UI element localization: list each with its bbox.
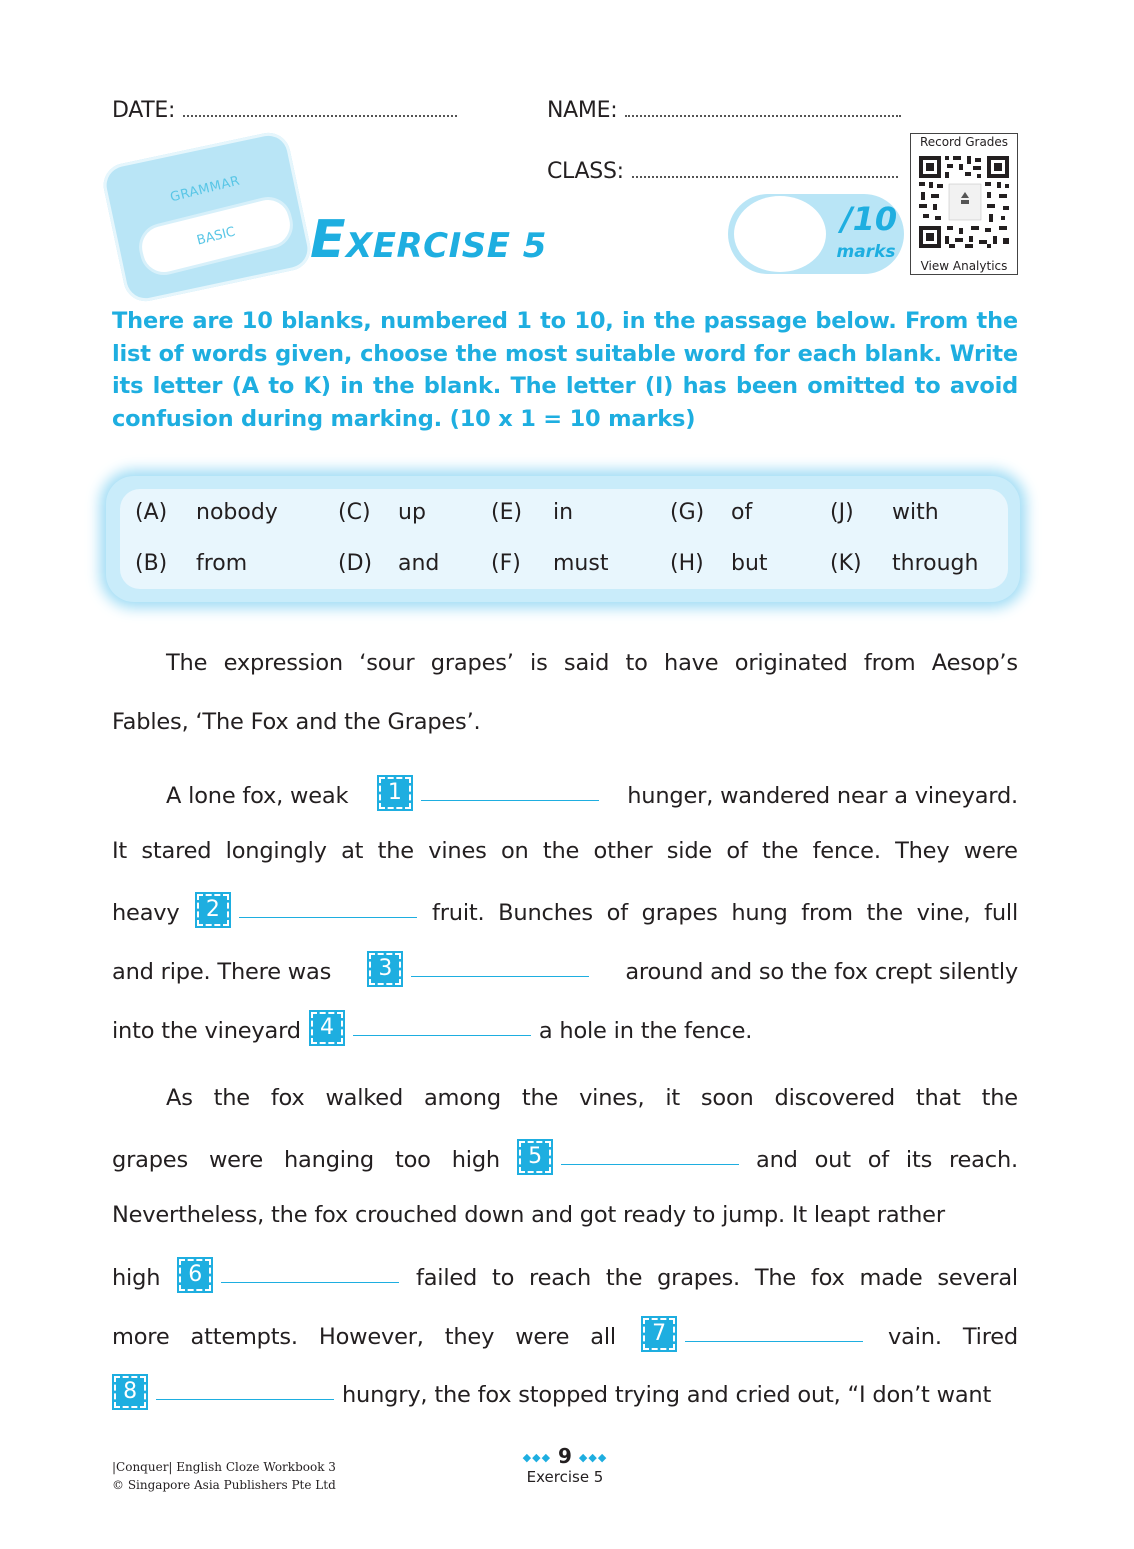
passage-word: ‘sour xyxy=(359,650,415,676)
passage-word: from xyxy=(863,650,916,676)
blank-number: 2 xyxy=(195,892,231,928)
word-option-word: but xyxy=(731,551,768,576)
passage-word: side xyxy=(666,838,713,864)
word-option-word: up xyxy=(398,500,426,525)
word-option-word: with xyxy=(892,500,939,525)
blank-2[interactable] xyxy=(195,896,417,932)
blank-8[interactable] xyxy=(112,1378,334,1414)
instructions-text: There are 10 blanks, numbered 1 to 10, in the passage below. From the list of words given, choose the most suitable word for each blank. Write its letter (A to K) in the blank. The letter (I) has been omitted to avoid confusion during marking. (10 x 1 = 10 marks) xyxy=(112,308,1018,432)
passage-text xyxy=(112,1324,616,1350)
qr-code-panel[interactable] xyxy=(910,133,1018,275)
passage-word: They xyxy=(895,838,950,864)
passage-word: fence. xyxy=(812,838,881,864)
qr-code-icon xyxy=(917,154,1011,250)
passage-word: that xyxy=(915,1085,961,1111)
word-option-word: must xyxy=(553,551,609,576)
passage-word: made xyxy=(859,1265,923,1291)
footer-credits xyxy=(112,1458,336,1494)
passage-word: reach xyxy=(529,1265,592,1291)
passage-word: fruit. xyxy=(432,900,485,926)
passage-word: fox xyxy=(810,1265,845,1291)
blank-number: 4 xyxy=(309,1010,345,1046)
passage-word: However, xyxy=(318,1324,424,1350)
passage-word: out xyxy=(814,1147,851,1173)
footer-copyright: © Singapore Asia Publishers Pte Ltd xyxy=(112,1478,336,1492)
word-option-letter: (F) xyxy=(491,551,521,576)
blank-1[interactable] xyxy=(377,779,599,815)
word-option-word: from xyxy=(196,551,248,576)
passage-word: of xyxy=(726,838,748,864)
page-number-row xyxy=(500,1444,630,1468)
badge-basic-label: BASIC xyxy=(134,192,298,280)
passage-word: grapes xyxy=(112,1147,188,1173)
passage-word: vain. xyxy=(888,1324,942,1350)
date-dotted-line xyxy=(183,99,457,117)
passage-word: grapes. xyxy=(657,1265,740,1291)
word-option-word: and xyxy=(398,551,440,576)
passage-text: into the vineyard xyxy=(112,1018,301,1044)
passage-text: hunger, wandered near a vineyard. xyxy=(627,783,1018,809)
blank-3[interactable] xyxy=(367,955,589,991)
answer-line[interactable] xyxy=(221,1282,399,1283)
passage-word: it xyxy=(665,1085,680,1111)
passage-line xyxy=(112,896,1018,932)
passage-word: grapes xyxy=(641,900,718,926)
passage-word: were xyxy=(208,1147,263,1173)
blank-number: 7 xyxy=(641,1316,677,1352)
passage-line xyxy=(112,1143,1018,1179)
passage-word: more xyxy=(112,1324,170,1350)
passage-word: stared xyxy=(141,838,212,864)
word-option-letter: (D) xyxy=(338,551,373,576)
word-option-word: of xyxy=(731,500,753,525)
passage-text xyxy=(888,1324,1018,1350)
date-label: DATE: xyxy=(112,98,176,123)
passage-word: the xyxy=(377,838,414,864)
passage-word: to xyxy=(625,650,648,676)
passage-word: fox xyxy=(270,1085,305,1111)
passage-word: have xyxy=(664,650,719,676)
class-dotted-line xyxy=(632,160,898,178)
passage-word: grapes’ xyxy=(430,650,514,676)
passage-word: Aesop’s xyxy=(931,650,1018,676)
passage-text: around and so the fox crept silently xyxy=(625,959,1018,985)
exercise-title-rest: XERCISE 5 xyxy=(346,226,547,266)
exercise-title-initial: E xyxy=(310,210,347,270)
marks-label: marks xyxy=(836,242,896,262)
passage-word: on xyxy=(500,838,529,864)
passage-word: soon xyxy=(700,1085,754,1111)
diamond-ornament-icon: ◆◆◆ xyxy=(522,1451,552,1464)
passage-text xyxy=(416,1265,1018,1291)
answer-line[interactable] xyxy=(411,976,589,977)
word-option-letter: (J) xyxy=(830,500,854,525)
class-label: CLASS: xyxy=(547,159,624,184)
passage-text: hungry, the fox stopped trying and cried out, “I don’t want xyxy=(342,1382,992,1408)
exercise-title xyxy=(310,210,547,270)
passage-line: Nevertheless, the fox crouched down and got ready to jump. It leapt rather xyxy=(112,1202,945,1228)
passage-word: too xyxy=(394,1147,431,1173)
passage-word: of xyxy=(606,900,628,926)
passage-word: reach. xyxy=(948,1147,1018,1173)
passage-word: the xyxy=(981,1085,1018,1111)
passage-word: the xyxy=(761,838,799,864)
blank-number: 1 xyxy=(377,775,413,811)
passage-word: to xyxy=(491,1265,515,1291)
badge-grammar-label: GRAMMAR xyxy=(168,173,242,205)
date-field[interactable] xyxy=(112,98,457,123)
qr-record-grades-label: Record Grades xyxy=(919,135,1009,149)
passage-line xyxy=(112,1261,1018,1297)
passage-word: vine, xyxy=(916,900,971,926)
name-dotted-line xyxy=(625,99,901,117)
passage-word: all xyxy=(590,1324,616,1350)
passage-word: The xyxy=(166,650,208,676)
blank-number: 3 xyxy=(367,951,403,987)
word-option-letter: (H) xyxy=(670,551,704,576)
passage-word: discovered xyxy=(774,1085,895,1111)
word-option-word: nobody xyxy=(196,500,278,525)
passage-word: the xyxy=(213,1085,250,1111)
passage-word: failed xyxy=(415,1265,478,1291)
word-option-letter: (K) xyxy=(830,551,862,576)
passage-word: expression xyxy=(223,650,343,676)
passage-word: Bunches xyxy=(498,900,593,926)
passage-text xyxy=(756,1147,1018,1173)
answer-line[interactable] xyxy=(421,800,599,801)
passage-text xyxy=(112,1147,500,1173)
passage-line xyxy=(112,955,1018,991)
blank-7[interactable] xyxy=(641,1320,863,1356)
passage-word: vines xyxy=(428,838,487,864)
passage-text: a hole in the fence. xyxy=(538,1018,753,1044)
passage-word: vines, xyxy=(579,1085,645,1111)
passage-word: the xyxy=(521,1085,559,1111)
passage-line xyxy=(112,838,1018,864)
passage-word: were xyxy=(963,838,1018,864)
blank-number: 6 xyxy=(177,1257,213,1293)
passage-word: high xyxy=(451,1147,500,1173)
passage-word: The xyxy=(754,1265,797,1291)
passage-line: Fables, ‘The Fox and the Grapes’. xyxy=(112,709,481,735)
passage-text: and ripe. There was xyxy=(112,959,332,985)
blank-4[interactable] xyxy=(309,1014,531,1050)
passage-word: at xyxy=(341,838,364,864)
passage-word: attempts. xyxy=(190,1324,298,1350)
passage-line xyxy=(112,1014,1018,1050)
passage-word: walked xyxy=(325,1085,404,1111)
word-option-letter: (B) xyxy=(135,551,168,576)
name-field[interactable] xyxy=(547,98,901,123)
word-option-letter: (A) xyxy=(135,500,168,525)
blank-number: 8 xyxy=(112,1374,148,1410)
passage-word: were xyxy=(515,1324,570,1350)
footer-exercise-label: Exercise 5 xyxy=(526,1468,604,1486)
diamond-ornament-icon: ◆◆◆ xyxy=(578,1451,608,1464)
passage-line xyxy=(112,779,1018,815)
marks-total: /10 xyxy=(840,200,898,238)
blank-number: 5 xyxy=(517,1139,553,1175)
passage-word: among xyxy=(423,1085,501,1111)
passage-line xyxy=(112,1085,1018,1111)
passage-line xyxy=(112,1378,1018,1414)
word-option-letter: (G) xyxy=(670,500,705,525)
passage-text: A lone fox, weak xyxy=(166,783,349,809)
passage-line xyxy=(112,650,1018,676)
passage-word: other xyxy=(593,838,653,864)
word-option-letter: (E) xyxy=(491,500,523,525)
passage-word: the xyxy=(605,1265,643,1291)
passage-text: high xyxy=(112,1265,161,1291)
answer-line[interactable] xyxy=(239,917,417,918)
passage-line xyxy=(112,1320,1018,1356)
qr-view-analytics-label: View Analytics xyxy=(920,259,1008,273)
passage-word: Tired xyxy=(962,1324,1018,1350)
passage-word: is xyxy=(530,650,548,676)
page-number: 9 xyxy=(558,1444,572,1468)
passage-word: longingly xyxy=(225,838,327,864)
word-option-word: through xyxy=(892,551,979,576)
passage-word: they xyxy=(444,1324,495,1350)
blank-6[interactable] xyxy=(177,1261,399,1297)
passage-word: It xyxy=(112,838,128,864)
passage-text xyxy=(432,900,1018,926)
passage-text: heavy xyxy=(112,900,180,926)
passage-word: from xyxy=(801,900,853,926)
passage-word: its xyxy=(905,1147,933,1173)
passage-word: several xyxy=(937,1265,1018,1291)
passage-word: said xyxy=(563,650,610,676)
name-label: NAME: xyxy=(547,98,618,123)
passage-word: and xyxy=(756,1147,798,1173)
passage-word: hung xyxy=(731,900,788,926)
blank-5[interactable] xyxy=(517,1143,739,1179)
passage-word: hanging xyxy=(283,1147,374,1173)
word-option-word: in xyxy=(553,500,574,525)
answer-line[interactable] xyxy=(561,1164,739,1165)
passage-word: originated xyxy=(734,650,848,676)
word-option-letter: (C) xyxy=(338,500,371,525)
passage-word: of xyxy=(867,1147,890,1173)
answer-line[interactable] xyxy=(156,1399,334,1400)
passage-word: the xyxy=(866,900,903,926)
score-oval[interactable] xyxy=(734,196,826,272)
passage-word: full xyxy=(984,900,1018,926)
answer-line[interactable] xyxy=(685,1341,863,1342)
passage-word: As xyxy=(166,1085,193,1111)
answer-line[interactable] xyxy=(353,1035,531,1036)
footer-book-title: |Conquer| English Cloze Workbook 3 xyxy=(112,1460,336,1474)
passage-word: the xyxy=(542,838,580,864)
class-field[interactable] xyxy=(547,159,898,184)
